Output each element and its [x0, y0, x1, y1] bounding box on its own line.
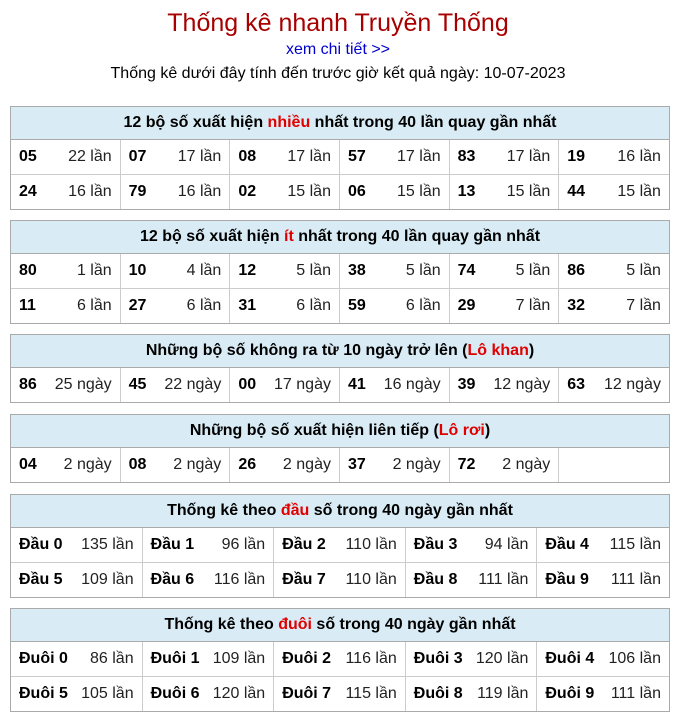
stat-key: Đầu 3 — [413, 536, 458, 553]
stat-key: 80 — [19, 262, 37, 279]
heading-highlight: đuôi — [278, 616, 312, 633]
stat-key: Đầu 7 — [282, 571, 326, 588]
stat-key: 26 — [238, 456, 257, 473]
stat-count: 1 lần — [76, 262, 112, 279]
stat-key: 12 — [238, 262, 257, 279]
stat-key: 10 — [128, 262, 147, 279]
stat-count: 111 lần — [610, 685, 661, 702]
stat-count: 7 lần — [626, 297, 661, 314]
stat-cell — [274, 677, 406, 711]
stat-count: 17 lần — [287, 148, 331, 165]
stat-count: 109 lần — [81, 571, 134, 588]
stat-count: 15 lần — [287, 183, 331, 200]
stat-key: 32 — [567, 297, 586, 314]
stats-row — [11, 642, 669, 677]
stat-cell — [121, 254, 231, 288]
section-heading — [11, 107, 669, 140]
stat-count: 25 ngày — [54, 376, 112, 393]
stat-cell — [450, 448, 560, 482]
stat-cell — [11, 254, 121, 288]
page-header — [0, 0, 676, 85]
heading-text: 12 bộ số xuất hiện — [139, 228, 284, 245]
stat-count: 120 lần — [212, 685, 266, 702]
stat-key: Đuôi 2 — [282, 650, 332, 667]
stat-cell — [230, 289, 340, 323]
stat-count: 115 lần — [345, 685, 397, 702]
stat-key: 29 — [457, 297, 476, 314]
stats-row — [11, 677, 669, 711]
stat-count: 6 lần — [186, 297, 222, 314]
stat-count: 5 lần — [626, 262, 661, 279]
stat-cell — [121, 289, 231, 323]
stat-key: 45 — [128, 376, 147, 393]
stat-key: 07 — [128, 148, 147, 165]
stat-cell — [11, 175, 121, 209]
stat-count: 2 ngày — [63, 456, 112, 473]
stat-count: 16 ngày — [383, 376, 441, 393]
stat-count: 17 lần — [506, 148, 551, 165]
stat-key: 19 — [567, 148, 586, 165]
stat-key: Đuôi 6 — [150, 685, 200, 702]
stat-count: 86 lần — [90, 650, 134, 667]
stat-cell — [340, 368, 450, 402]
stat-cell — [559, 368, 669, 402]
stat-cell — [11, 289, 121, 323]
stat-count: 2 ngày — [282, 456, 331, 473]
stat-key: 37 — [347, 456, 366, 473]
stat-key: Đầu 6 — [150, 571, 195, 588]
heading-text: ) — [528, 342, 535, 359]
duoi-stats-section — [10, 608, 670, 712]
stat-cell — [11, 677, 143, 711]
stat-key: Đuôi 7 — [282, 685, 332, 702]
heading-text: Thống kê theo — [167, 502, 281, 519]
stat-key: 11 — [19, 297, 36, 314]
stat-count: 115 lần — [609, 536, 661, 553]
stat-key: Đầu 1 — [150, 536, 195, 553]
stat-count: 110 lần — [345, 536, 397, 553]
stat-key: 06 — [347, 183, 366, 200]
stat-key: 63 — [567, 376, 586, 393]
stat-cell — [121, 448, 231, 482]
stat-key: Đuôi 9 — [545, 685, 595, 702]
stat-key: 08 — [128, 456, 147, 473]
stat-count: 6 lần — [76, 297, 112, 314]
heading-text: Thống kê theo — [164, 616, 279, 633]
stat-cell — [559, 289, 669, 323]
stat-cell — [450, 254, 560, 288]
stat-key: Đuôi 5 — [19, 685, 68, 702]
stat-key: 08 — [238, 148, 257, 165]
heading-text: số trong 40 ngày gần nhất — [309, 502, 513, 519]
stat-cell — [537, 677, 669, 711]
heading-highlight: ít — [284, 228, 294, 245]
stat-count: 16 lần — [617, 148, 661, 165]
stat-count: 109 lần — [212, 650, 266, 667]
stat-count: 2 ngày — [173, 456, 222, 473]
stat-cell — [559, 175, 669, 209]
stat-key: 00 — [238, 376, 257, 393]
stat-key: 13 — [457, 183, 476, 200]
stat-cell — [406, 563, 538, 597]
stat-cell — [143, 528, 275, 562]
stat-count: 12 ngày — [604, 376, 661, 393]
stat-key: 02 — [238, 183, 257, 200]
stat-cell — [143, 677, 275, 711]
stat-cell — [11, 140, 121, 174]
stat-cell — [450, 140, 560, 174]
stats-row — [11, 175, 669, 209]
stats-row — [11, 528, 669, 563]
stats-row — [11, 563, 669, 597]
stats-row — [11, 448, 669, 482]
stat-cell — [559, 140, 669, 174]
stat-count: 6 lần — [405, 297, 441, 314]
stat-key: 74 — [457, 262, 476, 279]
stat-count: 111 lần — [478, 571, 529, 588]
heading-text: nhất trong 40 lần quay gần nhất — [293, 228, 541, 245]
stat-count: 6 lần — [296, 297, 331, 314]
stat-key: 86 — [19, 376, 37, 393]
stat-key: 41 — [347, 376, 366, 393]
stat-cell — [274, 528, 406, 562]
heading-highlight: nhiều — [267, 114, 311, 131]
stat-count: 4 lần — [186, 262, 222, 279]
stat-key: Đuôi 3 — [413, 650, 463, 667]
stat-cell — [537, 563, 669, 597]
stat-count: 120 lần — [475, 650, 529, 667]
least-frequent-section — [10, 220, 670, 324]
stat-count: 12 ngày — [493, 376, 551, 393]
stat-cell — [143, 642, 275, 676]
dau-stats-section — [10, 494, 670, 598]
stat-key: 39 — [457, 376, 476, 393]
heading-highlight: đầu — [280, 502, 310, 519]
stat-count: 17 ngày — [274, 376, 331, 393]
section-heading — [11, 495, 669, 528]
stat-cell — [274, 563, 406, 597]
stat-count: 111 lần — [610, 571, 661, 588]
stat-key: Đầu 5 — [19, 571, 63, 588]
stat-cell — [11, 448, 121, 482]
stat-cell — [340, 175, 450, 209]
stat-key: 31 — [238, 297, 257, 314]
stat-key: Đuôi 1 — [150, 650, 200, 667]
stat-count: 16 lần — [177, 183, 222, 200]
stat-count: 135 lần — [81, 536, 134, 553]
lo-khan-section — [10, 334, 670, 403]
stat-count: 2 ngày — [392, 456, 441, 473]
stats-row — [11, 289, 669, 323]
stat-key: 24 — [19, 183, 37, 200]
stat-count: 7 lần — [515, 297, 551, 314]
stat-key: Đầu 9 — [545, 571, 589, 588]
stat-cell — [340, 448, 450, 482]
stat-count: 96 lần — [221, 536, 266, 553]
stat-key: 57 — [347, 148, 366, 165]
stat-count: 116 lần — [213, 571, 266, 588]
stat-count: 16 lần — [68, 183, 112, 200]
heading-text: ) — [484, 422, 491, 439]
section-heading — [11, 221, 669, 254]
stat-cell — [340, 289, 450, 323]
stat-key: Đầu 0 — [19, 536, 63, 553]
stat-count: 2 ngày — [502, 456, 551, 473]
lo-roi-section — [10, 414, 670, 483]
stat-cell — [340, 140, 450, 174]
stat-cell — [121, 140, 231, 174]
stat-key: Đầu 4 — [545, 536, 589, 553]
stat-count: 5 lần — [515, 262, 551, 279]
stat-cell — [406, 677, 538, 711]
heading-text: nhất trong 40 lần quay gần nhất — [310, 114, 557, 131]
stat-cell — [11, 563, 143, 597]
heading-highlight: Lô rơi — [438, 422, 485, 439]
stat-key: 27 — [128, 297, 147, 314]
stat-cell — [11, 368, 121, 402]
stat-key: Đầu 8 — [413, 571, 458, 588]
stat-count: 15 lần — [506, 183, 551, 200]
stat-count: 5 lần — [296, 262, 331, 279]
stat-count: 105 lần — [81, 685, 134, 702]
stat-cell — [559, 448, 669, 482]
stat-key: 05 — [19, 148, 37, 165]
heading-text: Những bộ số xuất hiện liên tiếp ( — [189, 422, 439, 439]
heading-text: 12 bộ số xuất hiện — [123, 114, 268, 131]
stat-cell — [121, 368, 231, 402]
stat-cell — [537, 528, 669, 562]
stat-count: 110 lần — [345, 571, 397, 588]
stat-cell — [230, 448, 340, 482]
stat-cell — [406, 528, 538, 562]
stat-count: 106 lần — [608, 650, 661, 667]
stat-cell — [450, 289, 560, 323]
stats-row — [11, 368, 669, 402]
section-heading — [11, 415, 669, 448]
stat-cell — [143, 563, 275, 597]
stat-count: 17 lần — [177, 148, 222, 165]
page-subtitle: Thống kê dưới đây tính đến trước giờ kết quả ngày: 10-07-2023 — [110, 65, 566, 82]
stat-cell — [230, 175, 340, 209]
stat-key: Đuôi 4 — [545, 650, 595, 667]
stat-key: 79 — [128, 183, 147, 200]
stat-key: 83 — [457, 148, 476, 165]
stat-cell — [121, 175, 231, 209]
stat-count: 119 lần — [477, 685, 529, 702]
stat-count: 15 lần — [397, 183, 441, 200]
stat-key: Đầu 2 — [282, 536, 326, 553]
stat-count: 22 lần — [68, 148, 112, 165]
most-frequent-section — [10, 106, 670, 210]
stat-cell — [340, 254, 450, 288]
stat-key: 04 — [19, 456, 37, 473]
stat-count: 22 ngày — [164, 376, 222, 393]
stat-count: 94 lần — [484, 536, 529, 553]
stat-key: 72 — [457, 456, 476, 473]
stat-cell — [537, 642, 669, 676]
section-heading — [11, 609, 669, 642]
stat-cell — [406, 642, 538, 676]
stat-cell — [450, 175, 560, 209]
stat-count: 116 lần — [345, 650, 397, 667]
stat-key: 59 — [347, 297, 366, 314]
stat-cell — [230, 368, 340, 402]
heading-highlight: Lô khan — [467, 342, 529, 359]
page-title: Thống kê nhanh Truyền Thống — [167, 9, 509, 37]
stat-cell — [230, 140, 340, 174]
stats-row — [11, 140, 669, 175]
stat-count: 5 lần — [405, 262, 441, 279]
stat-key: Đuôi 8 — [413, 685, 463, 702]
stat-key: Đuôi 0 — [19, 650, 68, 667]
stat-cell — [11, 528, 143, 562]
heading-text: số trong 40 ngày gần nhất — [311, 616, 516, 633]
stat-cell — [559, 254, 669, 288]
stat-key: 44 — [567, 183, 586, 200]
stat-cell — [450, 368, 560, 402]
stat-key: 38 — [347, 262, 366, 279]
stat-cell — [274, 642, 406, 676]
stat-count: 15 lần — [617, 183, 661, 200]
section-heading — [11, 335, 669, 368]
stat-cell — [11, 642, 143, 676]
stat-count: 17 lần — [397, 148, 441, 165]
stats-row — [11, 254, 669, 289]
stat-key: 86 — [567, 262, 586, 279]
view-details-link[interactable]: xem chi tiết >> — [285, 41, 391, 58]
heading-text: Những bộ số không ra từ 10 ngày trở lên ( — [145, 342, 468, 359]
stat-cell — [230, 254, 340, 288]
